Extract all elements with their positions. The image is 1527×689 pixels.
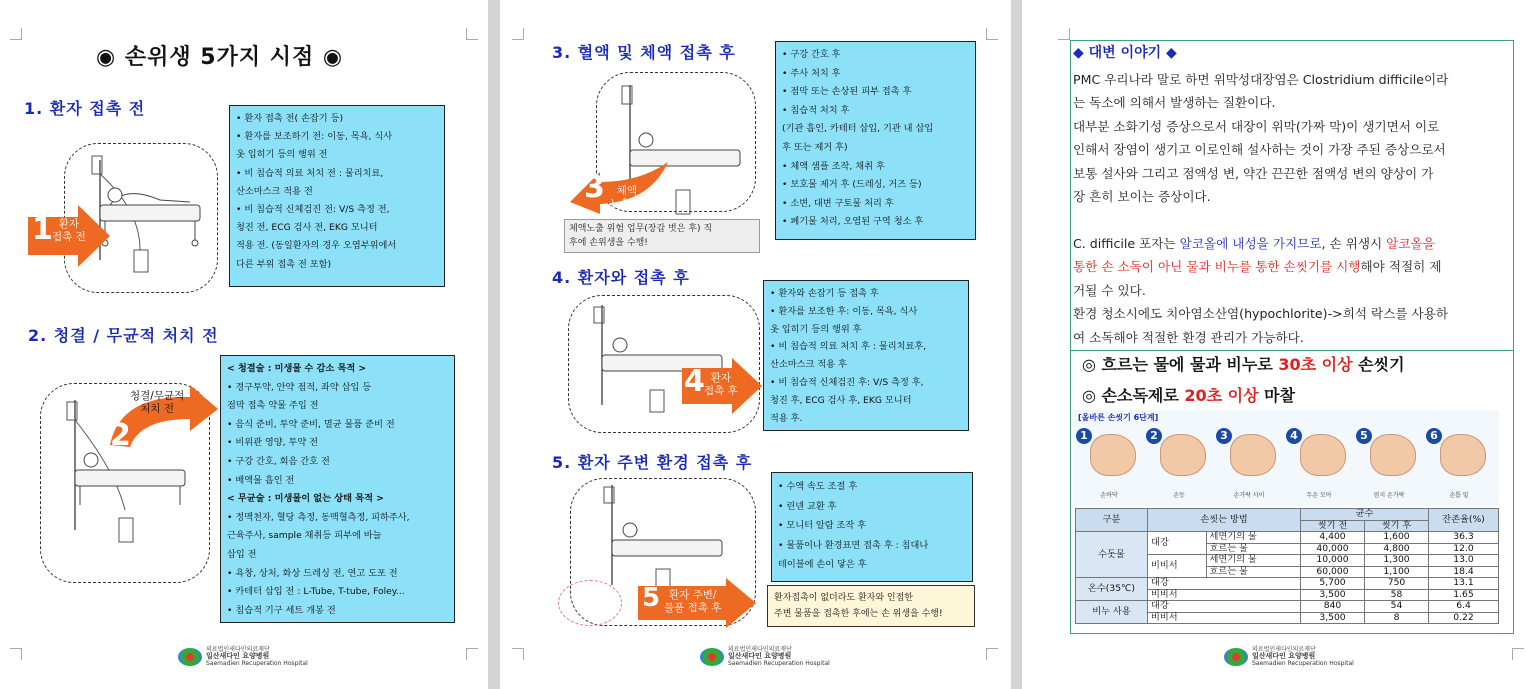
text-span: 마찰 xyxy=(1258,386,1296,405)
note-text: 주변 물품을 접촉한 후에는 손 위생을 수행! xyxy=(774,609,943,619)
table-cell: 0.22 xyxy=(1429,612,1499,624)
section-3-title: 3. 혈액 및 체액 접촉 후 xyxy=(552,43,736,62)
logo-icon xyxy=(1224,648,1248,666)
highlight-circle xyxy=(558,580,622,626)
logo-text: 일산새다인 요양병원 xyxy=(728,652,792,660)
step-number: 3 xyxy=(584,170,605,205)
table-cell: 온수(35℃) xyxy=(1076,578,1148,601)
list-item: • 구강 간호, 회음 간호 전 xyxy=(227,455,330,467)
table-cell: 4,800 xyxy=(1365,543,1429,555)
list-item: • 비 침습적 신체검진 전: V/S 측정 전, xyxy=(236,204,390,216)
text-line: 장 흔히 보이는 증상이다. xyxy=(1073,189,1211,205)
logo-icon xyxy=(178,648,202,666)
section-4-list xyxy=(763,280,969,431)
text-span: 해야 적절히 제 xyxy=(1360,259,1442,275)
table-cell: 750 xyxy=(1365,578,1429,590)
list-item: • 환자를 보조하기 전: 이동, 목욕, 식사 xyxy=(236,131,393,143)
list-item: • 침습적 처치 후 xyxy=(782,104,850,116)
table-cell: 18.4 xyxy=(1429,566,1499,578)
text-line: 보통 설사와 그리고 점액성 변, 약간 끈끈한 점액성 변의 양상이 가 xyxy=(1073,165,1434,181)
logo-text: 일산새다인 요양병원 xyxy=(206,652,270,660)
step-number: 4 xyxy=(684,364,705,399)
handwash-step xyxy=(1146,428,1212,499)
page-title: ◉ 손위생 5가지 시점 ◉ xyxy=(96,45,344,70)
table-cell: 비비서 xyxy=(1148,555,1207,578)
list-heading: < 청결술 : 미생물 수 감소 목적 > xyxy=(227,363,367,374)
list-item: • 비 침습적 의료 처치 후 : 물리치료후, xyxy=(770,341,927,353)
crop-mark xyxy=(10,648,22,660)
text-span: C. difficile 포자는 xyxy=(1073,236,1180,251)
table-cell: 60,000 xyxy=(1301,566,1365,578)
logo-text: Saemadien Recuperation Hospital xyxy=(206,660,308,667)
text-line: 대부분 소화기성 증상으로서 대장이 위막(가짜 막)이 생기면서 이로 xyxy=(1073,118,1440,134)
crop-mark xyxy=(1058,28,1070,40)
hospital-logo xyxy=(178,646,308,667)
list-item: • 점막 또는 손상된 피부 접촉 후 xyxy=(782,86,912,98)
list-item: • 정맥천자, 혈당 측정, 동맥혈측정, 피하주사, xyxy=(227,511,410,523)
step-number: 5 xyxy=(1356,428,1372,444)
tip-line xyxy=(1082,383,1295,406)
crop-mark xyxy=(10,28,22,40)
list-item: • 욕창, 상처, 화상 드레싱 전, 연고 도포 전 xyxy=(227,567,398,579)
tip-line xyxy=(1082,352,1405,375)
list-item: • 구강 간호 후 xyxy=(782,49,841,60)
table-row xyxy=(1076,532,1499,544)
crop-mark xyxy=(986,28,998,40)
section-4-title: 4. 환자와 접촉 후 xyxy=(552,268,690,287)
handwash-step xyxy=(1076,428,1142,499)
list-item: • 환자 접촉 전( 손잡기 등) xyxy=(236,113,344,124)
table-row xyxy=(1076,578,1499,590)
arrow-label: 환자 접촉 전 xyxy=(52,218,86,243)
table-cell: 8 xyxy=(1365,612,1429,624)
hands-icon xyxy=(1300,434,1346,476)
table-header: 씻기 후 xyxy=(1365,520,1429,532)
table-cell: 비비서 xyxy=(1148,612,1301,624)
list-item: • 배액물 흡인 전 xyxy=(227,474,295,486)
table-cell: 54 xyxy=(1365,601,1429,613)
handwash-title: [올바른 손씻기 6단계] xyxy=(1078,413,1159,422)
step-caption: 손톱 밑 xyxy=(1449,492,1469,499)
list-item: • 소변, 대변 구토물 처리 후 xyxy=(782,197,894,209)
list-item: • 비 침습적 신체검진 후: V/S 측정 후, xyxy=(770,376,924,388)
hands-icon xyxy=(1160,434,1206,476)
table-cell: 1,600 xyxy=(1365,532,1429,544)
section-5-list xyxy=(771,472,973,582)
list-item: 적용 전. (동일환자의 경우 오염부위에서 xyxy=(236,240,397,252)
list-item: • 경구투약, 안약 점적, 좌약 삽입 등 xyxy=(227,381,372,393)
note-text: 체액노출 위험 업무(장갑 벗은 후) 직 xyxy=(569,224,713,234)
table-cell: 6.4 xyxy=(1429,601,1499,613)
section-3-list xyxy=(775,41,976,240)
list-item: (기관 흡인, 카테터 삽입, 기관 내 삽입 xyxy=(782,123,934,135)
text-span: 30초 이상 xyxy=(1278,355,1353,374)
table-cell: 대강 xyxy=(1148,532,1207,555)
list-item: 산소마스크 적용 전 xyxy=(236,185,313,197)
table-cell: 36.3 xyxy=(1429,532,1499,544)
step-caption: 두손 모아 xyxy=(1306,492,1332,499)
arrow-label: 환자 주변/ 물품 접촉 후 xyxy=(664,589,722,614)
step-number: 6 xyxy=(1426,428,1442,444)
arrow-label: 청결/무균적 처치 전 xyxy=(130,390,185,415)
step-caption: 손가락 사이 xyxy=(1233,492,1265,499)
text-span: , 손 위생시 xyxy=(1321,236,1387,251)
table-cell: 3,500 xyxy=(1301,589,1365,601)
list-item: • 비위관 영양, 투약 전 xyxy=(227,437,319,449)
list-item: 근육주사, sample 채취등 피부에 바늘 xyxy=(227,530,382,542)
logo-text: Saemadien Recuperation Hospital xyxy=(728,660,830,667)
table-cell: 840 xyxy=(1301,601,1365,613)
table-cell: 12.0 xyxy=(1429,543,1499,555)
text-span: 손씻기 xyxy=(1352,355,1405,374)
text-line: 는 독소에 의해서 발생하는 질환이다. xyxy=(1073,95,1276,111)
handwash-step xyxy=(1426,428,1492,499)
section-2-title: 2. 청결 / 무균적 처치 전 xyxy=(28,326,219,345)
note-text: 환자접촉이 없더라도 환자와 인접한 xyxy=(774,593,913,603)
step-number: 5 xyxy=(642,583,661,613)
table-cell: 10,000 xyxy=(1301,555,1365,567)
note-box xyxy=(767,585,975,627)
list-item: • 체액 샘플 조작, 채취 후 xyxy=(782,160,885,172)
section-5-title: 5. 환자 주변 환경 접촉 후 xyxy=(552,453,753,472)
list-item: 삽입 전 xyxy=(227,548,257,560)
section-1-title: 1. 환자 접촉 전 xyxy=(24,99,146,118)
table-cell: 1.65 xyxy=(1429,589,1499,601)
table-cell: 40,000 xyxy=(1301,543,1365,555)
handwash-step xyxy=(1216,428,1282,499)
step-number: 4 xyxy=(1286,428,1302,444)
story-paragraph xyxy=(1073,232,1513,349)
handwash-step xyxy=(1286,428,1352,499)
table-header: 구분 xyxy=(1076,509,1148,532)
list-item: 옷 입히기 등의 행위 후 xyxy=(770,323,862,335)
list-item: • 주사 처치 후 xyxy=(782,67,841,79)
crop-mark xyxy=(512,28,524,40)
hospital-logo xyxy=(700,646,830,667)
bacteria-table xyxy=(1075,508,1499,624)
section-1-list xyxy=(229,105,445,287)
hospital-logo xyxy=(1224,646,1354,667)
story-paragraph xyxy=(1073,68,1513,208)
hands-icon xyxy=(1440,434,1486,476)
text-span: 알코올에 내성을 가지므로 xyxy=(1179,236,1322,251)
crop-mark xyxy=(1512,648,1524,660)
section-2-list xyxy=(220,355,455,623)
text-line: 여 소독해야 적절한 환경 관리가 가능하다. xyxy=(1073,329,1304,345)
divider xyxy=(1070,350,1514,351)
list-item: 테이블에 손이 닿은 후 xyxy=(778,559,867,570)
note-text: 후에 손위생을 수행! xyxy=(569,238,648,248)
table-header: 잔존율(%) xyxy=(1429,509,1499,532)
crop-mark xyxy=(986,648,998,660)
step-number: 2 xyxy=(110,418,131,453)
text-span: ◎ 손소독제로 xyxy=(1082,386,1185,405)
hands-icon xyxy=(1370,434,1416,476)
table-cell: 대강 xyxy=(1148,578,1301,590)
list-item: 산소마스크 적용 후 xyxy=(770,359,847,371)
list-item: • 침습적 기구 세트 개봉 전 xyxy=(227,604,336,616)
list-item: • 수액 속도 조절 후 xyxy=(778,481,858,492)
text-line: PMC 우리나라 말로 하면 위막성대장염은 Clostridium difficile이라 xyxy=(1073,72,1449,87)
table-cell: 4,400 xyxy=(1301,532,1365,544)
list-item: • 모니터 알람 조작 후 xyxy=(778,520,867,531)
story-heading: ◆ 대변 이야기 ◆ xyxy=(1073,45,1177,61)
table-cell: 5,700 xyxy=(1301,578,1365,590)
logo-text: Saemadien Recuperation Hospital xyxy=(1252,660,1354,667)
step-caption: 손바닥 xyxy=(1100,492,1118,499)
crop-mark xyxy=(466,28,478,40)
text-span: 알코올을 xyxy=(1386,236,1435,251)
table-row xyxy=(1076,601,1499,613)
note-box xyxy=(564,219,760,253)
crop-mark xyxy=(512,648,524,660)
step-number: 2 xyxy=(1146,428,1162,444)
text-line: 환경 청소시에도 치아염소산염(hypochlorite)->희석 락스를 사용하 xyxy=(1073,306,1449,322)
text-span: 20초 이상 xyxy=(1184,386,1259,405)
list-item: 옷 입히기 등의 행위 전 xyxy=(236,149,328,161)
table-header: 씻기 전 xyxy=(1301,520,1365,532)
text-span: ◎ 흐르는 물에 물과 비누로 xyxy=(1082,355,1279,374)
arrow-label: 체액 노출 후 xyxy=(610,185,644,210)
list-item: 후 또는 제거 후) xyxy=(782,141,848,153)
table-cell: 1,300 xyxy=(1365,555,1429,567)
table-header: 균수 xyxy=(1301,509,1429,521)
table-cell: 비비서 xyxy=(1148,589,1301,601)
crop-mark xyxy=(466,648,478,660)
list-item: • 카테터 삽입 전 : L-Tube, T-tube, Foley... xyxy=(227,586,405,598)
logo-text: 의료법인새다인의료재단 xyxy=(1252,646,1316,653)
table-cell: 13.1 xyxy=(1429,578,1499,590)
list-item: • 환자와 손잡기 등 접촉 후 xyxy=(770,288,879,299)
table-cell: 세면기의 물 xyxy=(1206,555,1300,567)
list-item: • 비 침습적 의료 처치 전 : 물리치료, xyxy=(236,167,384,179)
step-caption: 엄지 손가락 xyxy=(1373,492,1405,499)
list-item: 다른 부위 접촉 전 포함) xyxy=(236,258,332,270)
arrow-label: 환자 접촉 후 xyxy=(704,372,738,397)
table-cell: 비누 사용 xyxy=(1076,601,1148,624)
list-item: 점막 접촉 약물 주입 전 xyxy=(227,400,319,412)
table-cell: 13.0 xyxy=(1429,555,1499,567)
handwash-step xyxy=(1356,428,1422,499)
table-cell: 흐르는 물 xyxy=(1206,543,1300,555)
table-cell: 1,100 xyxy=(1365,566,1429,578)
list-item: 적용 후. xyxy=(770,412,803,424)
list-item: • 폐기물 처리, 오염된 구역 청소 후 xyxy=(782,216,924,228)
logo-text: 의료법인새다인의료재단 xyxy=(728,646,792,653)
hands-icon xyxy=(1230,434,1276,476)
list-item: • 환자를 보조한 후: 이동, 목욕, 식사 xyxy=(770,305,918,317)
text-span: 통한 손 소독이 아닌 물과 비누를 통한 손씻기를 시행 xyxy=(1073,259,1361,275)
table-cell: 58 xyxy=(1365,589,1429,601)
table-cell: 대강 xyxy=(1148,601,1301,613)
list-heading: < 무균술 : 미생물이 없는 상태 목적 > xyxy=(227,493,384,505)
logo-text: 일산새다인 요양병원 xyxy=(1252,652,1316,660)
table-cell: 세면기의 물 xyxy=(1206,532,1300,544)
list-item: 청진 전, ECG 검사 전, EKG 모니터 xyxy=(236,222,378,234)
step-number: 1 xyxy=(32,212,53,247)
table-cell: 흐르는 물 xyxy=(1206,566,1300,578)
hands-icon xyxy=(1090,434,1136,476)
list-item: • 보호물 제거 후 (드레싱, 거즈 등) xyxy=(782,179,922,191)
step-caption: 손등 xyxy=(1173,492,1185,499)
logo-text: 의료법인새다인의료재단 xyxy=(206,646,270,653)
step-number: 3 xyxy=(1216,428,1232,444)
table-header: 손씻는 방법 xyxy=(1148,509,1301,532)
logo-icon xyxy=(700,648,724,666)
list-item: • 물품이나 환경표면 접촉 후 : 침대나 xyxy=(778,539,929,551)
table-cell: 3,500 xyxy=(1301,612,1365,624)
list-item: 청진 후, ECG 검사 후, EKG 모니터 xyxy=(770,394,912,406)
text-line: 인해서 장염이 생기고 이로인해 설사하는 것이 가장 주된 증상으로서 xyxy=(1073,142,1446,158)
list-item: • 음식 준비, 투약 준비, 멸균 물품 준비 전 xyxy=(227,418,395,430)
step-number: 1 xyxy=(1076,428,1092,444)
text-line: 거될 수 있다. xyxy=(1073,282,1146,298)
list-item: • 린넨 교환 후 xyxy=(778,500,837,512)
table-cell: 수돗물 xyxy=(1076,532,1148,578)
